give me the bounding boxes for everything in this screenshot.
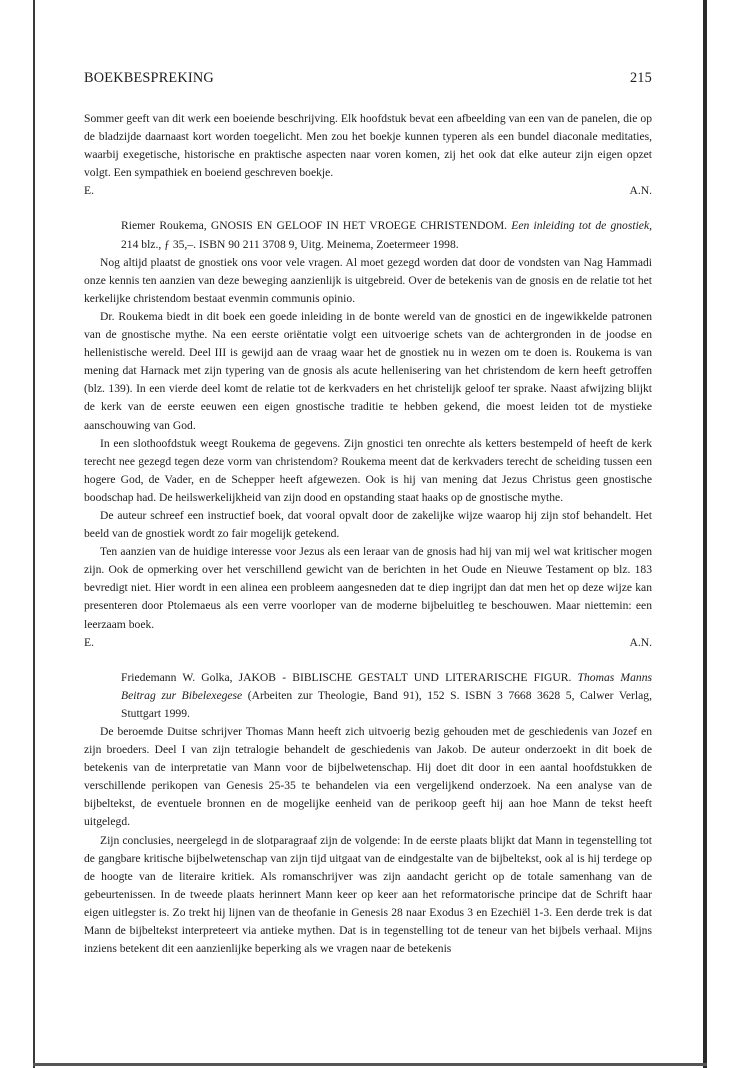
running-head-title: BOEKBESPREKING — [84, 70, 214, 86]
page — [84, 70, 652, 958]
review2-paragraph: De beroemde Duitse schrijver Thomas Mann heeft zich uitvoerig bezig gehouden met de geschiedenis van Jozef en zijn broeders. Deel I van zijn tetralogie behandelt de geschiedenis van Jakob. De auteur onderzoekt in dit boek de betekenis van de interpretatie van Mann voor de bijbelwetenschap. Hij doet dit door in een aantal hoofdstukken de verschillende perikopen van Genesis 25-35 te behandelen via een vergelijkend onderzoek. Na een analyse van de bijbeltekst, de eventuele bronnen en de mogelijke eenheid van de perikoop geeft hij aan hoe Mann de tekst heeft uitgelegd. — [84, 725, 652, 829]
review1-signature — [84, 634, 652, 652]
signature-initial: E. — [84, 184, 94, 198]
review2-reference — [84, 669, 652, 723]
body-text — [84, 110, 652, 958]
review1-paragraph: Ten aanzien van de huidige interesse voor Jezus als een leraar van de gnosis had hij van mij wel wat kritischer mogen zijn. Ook de opmerking over het verschillend gewicht van de berichten in het Oude en Nieuwe Testament op blz. 183 bevredigt niet. Hier wordt in een alinea een probleem aangesneden dat te diep ingrijpt dan dat men het op deze wijze kan presenteren door Ptolemaeus als een verre voorloper van de moderne bijbeluitleg te beschouwen. Maar niettemin: een leerzaam boek. — [84, 545, 652, 631]
page-number: 215 — [629, 70, 652, 86]
review2-paragraph: Zijn conclusies, neergelegd in de slotparagraaf zijn de volgende: In de eerste plaats blijkt dat Mann in tegenstelling tot de gangbare kritische bijbelwetenschap van zijn tijd uitgaat van de eindgestalte van de bijbeltekst, ook al is hij terdege op de hoogte van de literaire kritiek. Als romanschrijver was zijn aandacht gericht op de totale samenhang van de gebeurtenissen. In de tweede plaats herinnert Mann keer op keer aan het reformatorische principe dat de Schrift haar eigen uitlegster is. Zo trekt hij lijnen van de theofanie in Genesis 28 naar Exodus 3 en Ezechiël 1-3. Een derde trek is dat Mann de bijbeltekst interpreteert via antieke mythen. Dat is in tegenstelling tot de teneur van het bijbels verhaal. Mijns inziens betekent dit een aanzienlijke beperking als we vragen naar de betekenis — [84, 833, 652, 956]
scan-edge-bottom — [33, 1063, 707, 1066]
review1-paragraph: De auteur schreef een instructief boek, dat vooral opvalt door de zakelijke wijze waarop hij zijn stof behandelt. Het beeld van de gnostiek wordt zo fair mogelijk getekend. — [84, 508, 652, 541]
review1-paragraph: In een slothoofdstuk weegt Roukema de gegevens. Zijn gnostici ten onrechte als ketters bestempeld of heeft de kerk terecht nee gezegd tegen deze vorm van christendom? Roukema meent dat de kerkvaders terecht de scheiding tussen een hogere God, de Vader, en de Schepper heeft afgewezen. Ook is hij van mening dat Jezus Christus geen gnostische boodschap had. De heilswerkelijkheid van zijn dood en opstanding staat haaks op de gnostische mythe. — [84, 436, 652, 504]
review1-ref-italic: Een inleiding tot de gnostiek, — [511, 219, 652, 233]
signature-initial: E. — [84, 635, 94, 649]
review2-ref-italic: Thomas Manns Beitrag zur Bibelexegese — [121, 670, 652, 702]
review1-ref-plain: Riemer Roukema, GNOSIS EN GELOOF IN HET VROEGE CHRISTENDOM. — [121, 219, 508, 233]
running-head — [84, 70, 652, 92]
intro-paragraph: Sommer geeft van dit werk een boeiende beschrijving. Elk hoofdstuk bevat een afbeelding van een van de panelen, die op de bladzijde daarnaast kort worden toegelicht. Men zou het boekje kunnen typeren als een bundel diaconale meditaties, waarbij exegetische, historische en praktische aspecten naar voren komen, zij het ook dat elke auteur zijn eigen opzet volgt. Een sympathiek en boeiend geschreven boekje. — [84, 112, 652, 180]
signature-reviewer: A.N. — [629, 635, 652, 649]
review1-paragraph: Nog altijd plaatst de gnostiek ons voor vele vragen. Al moet gezegd worden dat door de vondsten van Nag Hammadi onze kennis ten aanzien van deze beweging aanzienlijk is uitgebreid. Over de betekenis van de gnosis en de relatie tot het kerkelijke christendom bestaat evenmin communis opinio. — [84, 255, 652, 305]
review1-reference — [84, 217, 652, 253]
review2-ref-rest: (Arbeiten zur Theologie, Band 91), 152 S. ISBN 3 7668 3628 5, Calwer Verlag, Stuttgart 1999. — [121, 688, 652, 720]
scan-edge-left — [33, 0, 35, 1068]
intro-signature — [84, 182, 652, 200]
review2-ref-plain: Friedemann W. Golka, JAKOB - BIBLISCHE GESTALT UND LITERARISCHE FIGUR. — [121, 670, 572, 684]
scan-edge-right — [703, 0, 707, 1068]
review1-paragraph: Dr. Roukema biedt in dit boek een goede inleiding in de bonte wereld van de gnostici en de ingewikkelde patronen van de gnostische mythe. Na een eerste oriëntatie volgt een uitvoerige schets van de achtergronden in de joodse en hellenistische wereld. Deel III is gewijd aan de vraag waar het de gnostiek nu in wezen om te doen is. Roukema is van mening dat Harnack met zijn typering van de gnosis als acute hellenisering van het christendom de kern heeft getroffen (blz. 139). In een vierde deel komt de relatie tot de kerkvaders en het christelijk geloof ter sprake. Naast afwijzing blijkt de kerk van de eerste eeuwen een eigen gnostische traditie te hebben gekend, die moest leiden tot de mystieke aanschouwing van God. — [84, 309, 652, 432]
review1-ref-rest: 214 blz., ƒ 35,–. ISBN 90 211 3708 9, Uitg. Meinema, Zoetermeer 1998. — [121, 237, 459, 251]
signature-reviewer: A.N. — [629, 184, 652, 198]
